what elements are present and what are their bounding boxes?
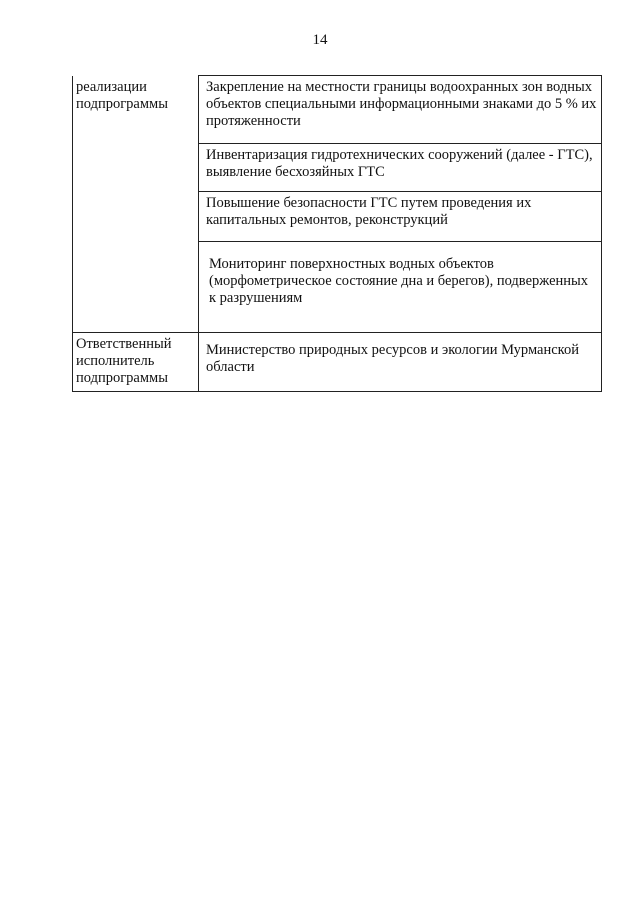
measure-water-monitoring: Мониторинг поверхностных водных объектов (морфометрическое состояние дна и берегов), подверженных к разрушениям (199, 242, 602, 333)
row-label-responsible-executor: Ответственный исполнитель подпрограммы (73, 333, 199, 392)
table-row (73, 76, 602, 144)
measure-gts-safety: Повышение безопасности ГТС путем проведения их капитальных ремонтов, реконструкций (199, 192, 602, 242)
subprogram-passport-table (72, 75, 602, 392)
page-number: 14 (312, 32, 328, 48)
row-label-implementation: реализации подпрограммы (73, 76, 199, 333)
measure-gts-inventory: Инвентаризация гидротехнических сооружений (далее - ГТС), выявление бесхозяйных ГТС (199, 144, 602, 192)
table-row (73, 333, 602, 392)
responsible-executor-value: Министерство природных ресурсов и экологии Мурманской области (199, 333, 602, 392)
measure-water-protection-zones: Закрепление на местности границы водоохранных зон водных объектов специальными информационными знаками до 5 % их протяженности (199, 76, 602, 144)
